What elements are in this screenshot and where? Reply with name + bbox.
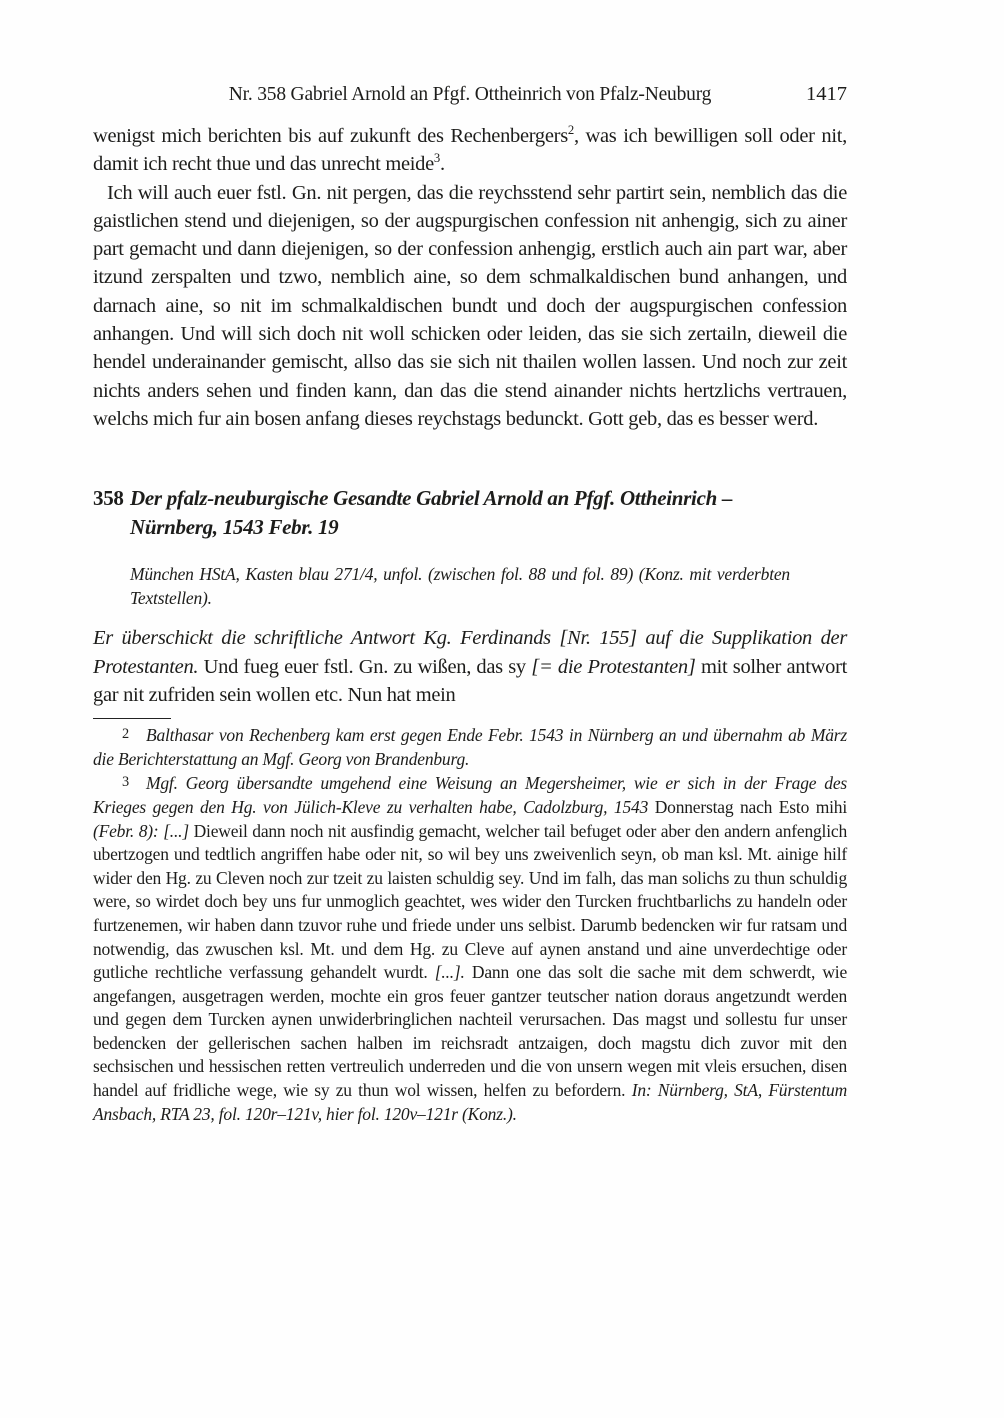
paragraph-continuation: wenigst mich berichten bis auf zukunft des Rechenbergers$^2$, was ich bewilligen soll oder nit, damit ich recht thue und das unrecht meide$^3$. [93,123,848,176]
page-header [93,81,847,108]
archive-note: München HStA, Kasten blau 271/4, unfol. (zwischen fol. 88 und fol. 89) (Konz. mit verderbten Textstellen). [130,564,790,608]
main-text [93,122,847,709]
entry-heading [93,484,847,541]
paragraph-report: Ich will auch euer fstl. Gn. nit pergen, das die reychsstend sehr partirt sein, nemblich das die gaistlichen stend und diejenigen, so der augspurgischen confession nit anhengig, sich zu ainer part gemacht und dann diejenigen, so der confession anhengig, erstlich auch ain part war, aber itzund zerspalten und tzwo, nemblich aine, so dem schmalkaldischen bund anhangen, und darnach aine, so nit im schmalkaldischen bundt und doch der augspurgischen confession anhangen. Und will sich doch nit woll schicken oder leiden, das sie sich zertailn, dieweil die hendel underainander gemischt, allso das sie sich nit thailen wollen lassen. Und noch zur zeit nichts anders sehen und finden kann, dan das die stend ainander nichts hertzlichs vertrauen, welchs mich fur ain bosen anfang dieses reychstags bedunckt. Gott geb, das es besser werd. [93,181,847,430]
footnotes-body [93,723,847,1126]
footnote-number: 2 [122,726,129,743]
footnote-3 [93,771,847,1126]
entry-title-line-1: Der pfalz-neuburgische Gesandte Gabriel Arnold an Pfgf. Ottheinrich – [130,486,733,511]
entry-title-line-2: Nürnberg, 1543 Febr. 19 [130,514,339,539]
page-number: 1417 [806,83,847,105]
footnote-2 [93,723,847,771]
entry-number: 358 [93,486,124,511]
footnote-text: Balthasar von Rechenberg kam erst gegen Ende Febr. 1543 in Nürnberg an und übernahm ab März die Berichterstattung an Mgf. Georg von Brandenburg. [93,725,847,769]
footnote-number: 3 [122,774,129,791]
running-title: Nr. 358 Gabriel Arnold an Pfgf. Ottheinrich von Pfalz-Neuburg [228,84,712,105]
footnote-text: Mgf. Georg übersandte umgehend eine Weisung an Megersheimer, wie er sich in der Frage des Krieges gegen den Hg. von Jülich-Kleve zu verhalten habe, Cadolzburg, 1543 Donnerstag nach Esto mihi (Febr. 8): [...] Dieweil dann noch nit ausfindig gemacht, welcher tail befuget oder aber den andern anfenglich ubertzogen und tedtlich angriffen habe oder nit, so wil bey uns zweivenlich seyn, ob man ksl. Mt. ainige hilf wider den Hg. zu Cleven noch zur tzeit zu laisten schuldig sey. Und im falh, das man solichs zu thun schuldig were, so wirdet doch bey uns fur unmoglich geachtet, wes wider den Turcken fruchtbarlichs zu handeln oder furtzenemen, wir haben dann tzuvor ruhe und friede under uns selbist. Darumb bedencken wir fur ratsam und notwendig, das zwuschen ksl. Mt. und dem Hg. zu Cleve auf aynen anstand und aine unverdechtige oder gutliche rechtliche verfassung gehandelt wurdt. [...]. Dann one das solt die sache mit dem schwerdt, wie angefangen, ausgetragen werden, mochte ein gros feuer gantzer teutscher nation doraus angetzundt werden und gegen dem Turcken aynen unwiderbringlichen nachteil verursachen. Das magst und sollestu fur unser bedencken der gellerischen sachen halben im reichsradt antzaigen, doch magstu dich zuvor mit den sechsischen und hessischen retten vertreulich underreden und die von unsern wegen mit vleis ersuchen, disen handel auf fridliche wege, wie sy zu thun wol wissen, helfen zu befordern. In: Nürnberg, StA, Fürstentum Ansbach, RTA 23, fol. 120r–121v, hier fol. 120v–121r (Konz.). [93,773,848,1124]
entry-title [130,484,732,541]
footnotes-section [93,718,847,1126]
footnote-separator-rule [93,718,171,719]
entry-summary-paragraph: Er überschickt die schriftliche Antwort Kg. Ferdinands [Nr. 155] auf die Supplikation der Protestanten. Und fueg euer fstl. Gn. zu wißen, das sy [= die Protestanten] mit solher antwort gar nit zufriden sein wollen etc. Nun hat mein [93,627,848,706]
